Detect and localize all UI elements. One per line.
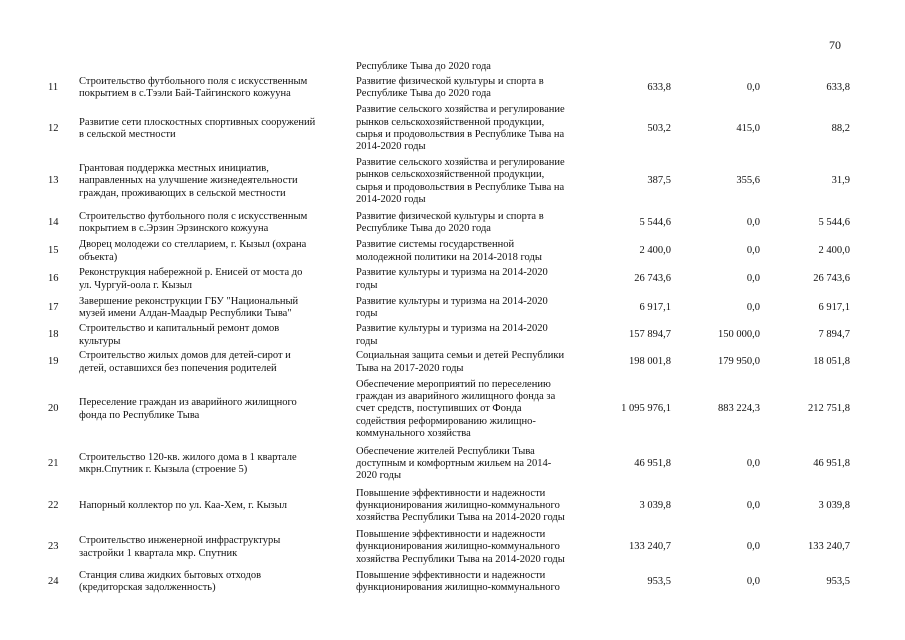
table-row xyxy=(0,485,905,527)
federal-amount: 0,0 xyxy=(746,457,760,469)
federal-amount: 179 950,0 xyxy=(718,356,760,368)
table-row xyxy=(0,103,905,155)
table-row xyxy=(0,294,905,322)
federal-amount: 0,0 xyxy=(746,81,760,93)
program-name: Обеспечение мероприятий по переселению граждан из аварийного жилищного фонда за счет средств, поступивших от Фонда содействия реформированию жилищно- коммунального хозяйства xyxy=(356,378,556,439)
republic-amount: 633,8 xyxy=(826,81,850,93)
republic-amount: 133 240,7 xyxy=(808,541,850,553)
row-number: 24 xyxy=(48,575,59,587)
program-name: Развитие физической культуры и спорта в Республике Тыва до 2020 года xyxy=(356,210,544,234)
object-name: Станция слива жидких бытовых отходов (кредиторская задолженность) xyxy=(79,569,262,593)
total-amount: 26 743,6 xyxy=(634,273,671,285)
object-name: Строительство жилых домов для детей-сирот и детей, оставшихся без попечения родителей xyxy=(79,350,291,374)
table-row xyxy=(0,73,905,103)
total-amount: 133 240,7 xyxy=(629,541,671,553)
federal-amount: 150 000,0 xyxy=(718,329,760,341)
object-name: Строительство 120-кв. жилого дома в 1 квартале мкрн.Спутник г. Кызыла (строение 5) xyxy=(79,451,297,475)
table-row xyxy=(0,322,905,349)
republic-amount: 31,9 xyxy=(831,175,850,187)
total-amount: 198 001,8 xyxy=(629,356,671,368)
table-row xyxy=(0,568,905,596)
total-amount: 3 039,8 xyxy=(639,499,671,511)
row-number: 16 xyxy=(48,273,59,285)
program-name: Повышение эффективности и надежности функционирования жилищно-коммунального хозяйства Республики Тыва на 2014-2020 годы xyxy=(356,529,565,565)
program-name: Повышение эффективности и надежности функционирования жилищно-коммунального xyxy=(356,569,560,593)
republic-amount: 18 051,8 xyxy=(813,356,850,368)
federal-amount: 0,0 xyxy=(746,216,760,228)
program-name: Обеспечение жителей Республики Тыва доступным и комфортным жильем на 2014- 2020 годы xyxy=(356,445,552,482)
republic-amount: 5 544,6 xyxy=(818,216,850,228)
object-name: Реконструкция набережной р. Енисей от моста до ул. Чургуй-оола г. Кызыл xyxy=(79,267,303,291)
row-number: 14 xyxy=(48,216,59,228)
table-row xyxy=(0,265,905,294)
federal-amount: 0,0 xyxy=(746,575,760,587)
table-row xyxy=(0,208,905,238)
total-amount: 633,8 xyxy=(647,81,671,93)
republic-amount: 6 917,1 xyxy=(818,301,850,313)
table-row xyxy=(0,527,905,568)
federal-amount: 0,0 xyxy=(746,499,760,511)
row-number: 19 xyxy=(48,356,59,368)
republic-amount: 88,2 xyxy=(831,122,850,134)
total-amount: 1 095 976,1 xyxy=(621,403,671,415)
federal-amount: 0,0 xyxy=(746,301,760,313)
table-row xyxy=(0,155,905,208)
object-name: Строительство футбольного поля с искусственным покрытием в с.Эрзин Эрзинского кожууна xyxy=(79,210,308,234)
object-name: Развитие сети плоскостных спортивных сооружений в сельской местности xyxy=(79,116,316,140)
total-amount: 46 951,8 xyxy=(634,457,671,469)
total-amount: 387,5 xyxy=(647,175,671,187)
federal-amount: 355,6 xyxy=(736,175,760,187)
total-amount: 953,5 xyxy=(647,575,671,587)
program-name: Развитие культуры и туризма на 2014-2020 годы xyxy=(356,267,548,291)
object-name: Напорный коллектор по ул. Каа-Хем, г. Кызыл xyxy=(79,499,287,511)
object-name: Строительство и капитальный ремонт домов культуры xyxy=(79,323,280,347)
program-name: Развитие сельского хозяйства и регулирование рынков сельскохозяйственной продукции, сырья и продовольствия в Республике Тыва на 2014-2020 годы xyxy=(356,156,565,205)
program-name: Развитие физической культуры и спорта в Республике Тыва до 2020 года xyxy=(356,75,544,99)
row-number: 21 xyxy=(48,457,59,469)
federal-amount: 0,0 xyxy=(746,541,760,553)
program-name: Развитие культуры и туризма на 2014-2020 годы xyxy=(356,295,548,319)
row-number: 17 xyxy=(48,301,59,313)
total-amount: 5 544,6 xyxy=(639,216,671,228)
table-row xyxy=(0,238,905,265)
row-number: 22 xyxy=(48,499,59,511)
object-name: Строительство футбольного поля с искусственным покрытием в с.Тээли Бай-Тайгинского кожууна xyxy=(79,75,308,99)
object-name: Дворец молодежи со стелларием, г. Кызыл (охрана объекта) xyxy=(79,239,307,263)
page-number: 70 xyxy=(829,38,841,52)
row-number: 11 xyxy=(48,81,59,93)
program-name: Развитие культуры и туризма на 2014-2020 годы xyxy=(356,323,548,347)
object-name: Строительство инженерной инфраструктуры застройки 1 квартала мкр. Спутник xyxy=(79,535,281,559)
federal-amount: 0,0 xyxy=(746,273,760,285)
object-name: Переселение граждан из аварийного жилищного фонда по Республике Тыва xyxy=(79,397,297,421)
table-row xyxy=(0,443,905,485)
table-row xyxy=(0,376,905,443)
republic-amount: 212 751,8 xyxy=(808,403,850,415)
object-name: Завершение реконструкции ГБУ "Национальный музей имени Алдан-Маадыр Республики Тыва" xyxy=(79,295,299,319)
row-number: 13 xyxy=(48,175,59,187)
program-name: Повышение эффективности и надежности функционирования жилищно-коммунального хозяйства Республики Тыва на 2014-2020 годы xyxy=(356,487,565,524)
federal-amount: 883 224,3 xyxy=(718,403,760,415)
total-amount: 157 894,7 xyxy=(629,329,671,341)
row-number: 15 xyxy=(48,245,59,257)
republic-amount: 26 743,6 xyxy=(813,273,850,285)
object-name: Грантовая поддержка местных инициатив, направленных на улучшение жизнедеятельности граждан, проживающих в сельской местности xyxy=(79,163,298,199)
row-number: 12 xyxy=(48,122,59,134)
republic-amount: 7 894,7 xyxy=(818,329,850,341)
republic-amount: 953,5 xyxy=(826,575,850,587)
total-amount: 2 400,0 xyxy=(639,245,671,257)
row-number: 23 xyxy=(48,541,59,553)
total-amount: 6 917,1 xyxy=(639,301,671,313)
table-row xyxy=(0,349,905,376)
republic-amount: 3 039,8 xyxy=(818,499,850,511)
program-name: Развитие сельского хозяйства и регулирование рынков сельскохозяйственной продукции, сырья и продовольствия в Республике Тыва на 2014-2020 годы xyxy=(356,104,565,153)
program-name: Социальная защита семьи и детей Республики Тыва на 2017-2020 годы xyxy=(356,350,565,374)
row-number: 20 xyxy=(48,403,59,415)
federal-amount: 0,0 xyxy=(746,245,760,257)
program-name: Развитие системы государственной молодежной политики на 2014-2018 годы xyxy=(356,239,542,263)
carry-over-program-text: Республике Тыва до 2020 года xyxy=(356,61,491,72)
republic-amount: 46 951,8 xyxy=(813,457,850,469)
federal-amount: 415,0 xyxy=(736,122,760,134)
republic-amount: 2 400,0 xyxy=(818,245,850,257)
total-amount: 503,2 xyxy=(647,122,671,134)
row-number: 18 xyxy=(48,329,59,341)
